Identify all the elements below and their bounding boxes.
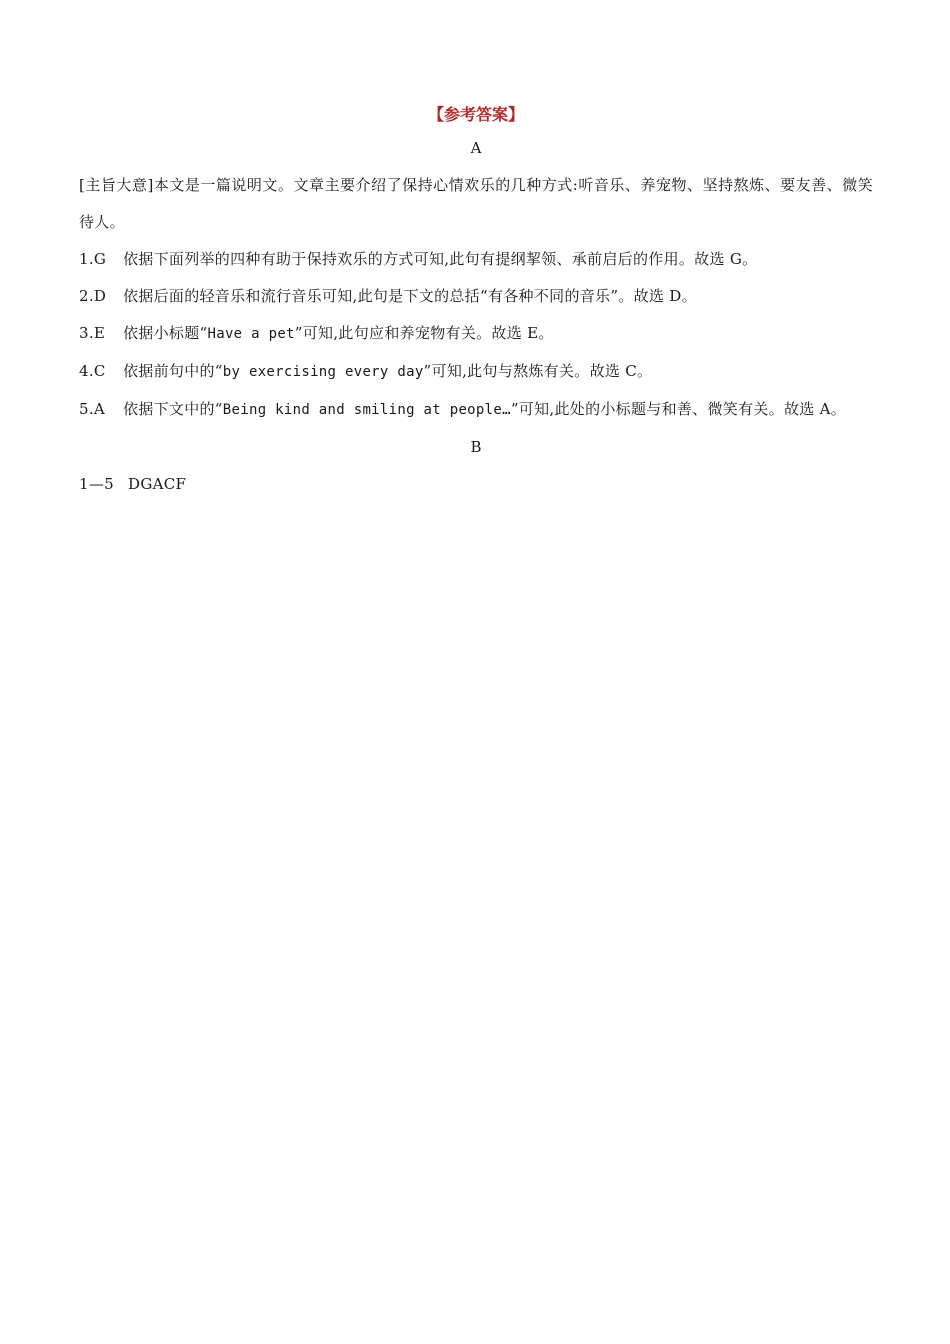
document-title: 【参考答案】	[427, 105, 524, 124]
section-a-answers	[79, 241, 873, 429]
answer-key: DGACF	[128, 475, 187, 493]
answer-explanation: 依据下面列举的四种有助于保持欢乐的方式可知,此句有提纲挈领、承前启后的作用。故选 G。	[123, 250, 758, 268]
answer-quote: by exercising every day	[222, 364, 424, 380]
answer-item	[79, 353, 873, 391]
answer-explanation: 依据前句中的“	[123, 362, 223, 380]
answer-number: 2.D	[79, 287, 107, 305]
answer-number: 5.A	[79, 400, 106, 418]
answer-item	[79, 315, 873, 353]
answer-explanation: 依据小标题“	[123, 324, 208, 342]
answer-explanation: 依据后面的轻音乐和流行音乐可知,此句是下文的总括“有各种不同的音乐”。故选 D。	[123, 287, 697, 305]
answer-explanation-end: ”可知,此句与熬炼有关。故选 C。	[423, 362, 653, 380]
answer-range: 1—5	[79, 475, 114, 493]
answer-number: 3.E	[79, 324, 106, 342]
answer-quote: Being kind and smiling at people…	[222, 402, 511, 418]
answer-item	[79, 278, 873, 315]
answer-explanation-end: ”可知,此处的小标题与和善、微笑有关。故选 A。	[510, 400, 847, 418]
summary-paragraph: [主旨大意]本文是一篇说明文。文章主要介绍了保持心情欢乐的几种方式:听音乐、养宠物、坚持熬炼、要友善、微笑待人。	[79, 176, 873, 231]
section-b-answers	[79, 466, 873, 503]
answer-explanation-end: ”可知,此句应和养宠物有关。故选 E。	[294, 324, 554, 342]
answer-document	[79, 100, 873, 503]
answer-number: 4.C	[79, 362, 106, 380]
answer-item	[79, 391, 873, 429]
answer-quote: Have a pet	[207, 326, 295, 342]
answer-explanation: 依据下文中的“	[123, 400, 223, 418]
section-b-heading: B	[470, 438, 482, 456]
answer-item	[79, 241, 873, 278]
section-a-heading: A	[470, 139, 482, 157]
answer-number: 1.G	[79, 250, 107, 268]
